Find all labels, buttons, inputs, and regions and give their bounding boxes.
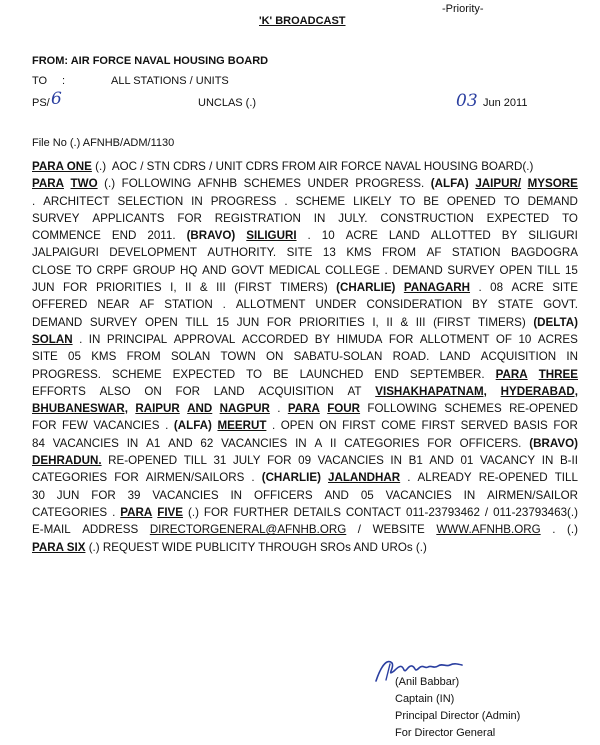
body-line xyxy=(32,487,578,504)
body-word: (CHARLIE) xyxy=(336,281,396,295)
body-word: 011-23793463(.) xyxy=(493,505,578,519)
body-word: LIKELY xyxy=(353,194,392,208)
date-day-handwritten: 03 xyxy=(456,91,478,111)
body-word: SEPTEMBER. xyxy=(409,367,485,381)
body-word: BHUBANESWAR, xyxy=(32,402,128,416)
body-word: TWO xyxy=(70,177,98,191)
body-word: 011-23793462 xyxy=(406,505,480,519)
body-word: UNDER xyxy=(307,177,349,191)
body-word: IN xyxy=(566,350,578,364)
body-word: TILL xyxy=(185,315,209,329)
body-line xyxy=(32,539,578,556)
body-word: . xyxy=(384,263,388,277)
body-word: DEHRADUN. xyxy=(32,454,102,468)
body-word: ACRE xyxy=(345,229,378,243)
body-word: COLLEGE xyxy=(325,263,380,277)
body-word: VACANCY xyxy=(479,454,536,468)
body-word: TO xyxy=(562,211,578,225)
body-word: . xyxy=(407,471,411,485)
body-word: STATION xyxy=(451,246,501,260)
body-line xyxy=(32,521,578,538)
body-word: B-II xyxy=(559,454,578,468)
body-word: STATION xyxy=(164,298,213,312)
body-segment: PARA SIX xyxy=(32,540,86,554)
body-word: BY xyxy=(501,229,518,243)
body-word: / xyxy=(357,523,362,537)
body-word: THREE xyxy=(538,367,578,381)
body-word: SERVED xyxy=(460,419,509,433)
body-word: IN xyxy=(463,488,476,502)
body-word: CONTACT xyxy=(345,505,402,519)
body-word: . xyxy=(271,419,276,433)
body-word: 31 xyxy=(213,454,227,468)
body-word: JUN xyxy=(56,488,80,502)
body-word: TO xyxy=(399,194,416,208)
body-word: PROGRESS xyxy=(210,194,277,208)
body-word: III xyxy=(415,315,426,329)
body-word: AF xyxy=(426,246,442,260)
body-word: PANAGARH xyxy=(403,281,471,295)
file-number: File No (.) AFNHB/ADM/1130 xyxy=(32,137,175,149)
message-body xyxy=(32,158,578,556)
body-word: RE-OPENED xyxy=(509,402,578,416)
body-word: APPLICANTS xyxy=(92,211,165,225)
body-word: IN xyxy=(295,436,307,450)
body-word: LAND xyxy=(439,350,471,364)
body-word: AF xyxy=(139,298,155,312)
body-word: JUN xyxy=(236,315,260,329)
to-colon: : xyxy=(62,75,66,87)
body-word: . xyxy=(251,471,255,485)
body-word: CATEGORIES xyxy=(32,505,108,519)
body-word: FEW xyxy=(62,419,88,433)
body-word: . xyxy=(552,523,556,537)
body-word: VACANCIES xyxy=(152,488,219,502)
body-word: ACQUISITION xyxy=(258,384,334,398)
body-word: (BRAVO) xyxy=(186,229,236,243)
body-word: OPENED xyxy=(446,194,496,208)
body-word: IN xyxy=(390,454,402,468)
body-word: END xyxy=(111,229,137,243)
body-word: B1 xyxy=(408,454,423,468)
body-word: JUN xyxy=(32,281,55,295)
body-word: (.) xyxy=(104,177,116,191)
body-word: I, xyxy=(372,315,379,329)
body-word: TILL xyxy=(537,263,561,277)
body-line xyxy=(32,244,578,261)
body-word: FOR xyxy=(32,419,57,433)
body-word: KMS xyxy=(91,350,117,364)
body-word: PARA xyxy=(120,505,153,519)
body-word: 10 xyxy=(518,332,532,346)
body-word: AND xyxy=(168,436,193,450)
body-word: AFNHB xyxy=(197,177,238,191)
body-word: LAUNCHED xyxy=(299,367,364,381)
body-line xyxy=(32,452,578,469)
body-line xyxy=(32,383,578,400)
body-word: 01 xyxy=(460,454,474,468)
body-word: SURVEY xyxy=(89,315,138,329)
body-word: CLOSE xyxy=(32,263,72,277)
body-word: 13 xyxy=(322,246,336,260)
body-word: DEMAND xyxy=(392,263,443,277)
body-word: BY xyxy=(314,332,331,346)
body-word: IN xyxy=(126,436,139,450)
body-word: PRIORITIES xyxy=(95,281,162,295)
body-word: FOR xyxy=(388,332,414,346)
body-line xyxy=(32,279,578,296)
body-word: FOR xyxy=(267,454,292,468)
body-word: GOVT. xyxy=(543,298,578,312)
body-word: JAIPUR/ xyxy=(475,177,522,191)
body-word: AIRMEN/SAILOR xyxy=(487,488,578,502)
classification: UNCLAS (.) xyxy=(198,97,257,109)
body-word: COME xyxy=(381,419,416,433)
body-word: FOUR xyxy=(327,402,361,416)
body-word: ALLOTMENT xyxy=(235,298,306,312)
broadcast-title: 'K' BROADCAST xyxy=(259,15,346,27)
body-word: SCHEME xyxy=(111,367,162,381)
body-word: BY xyxy=(472,298,488,312)
body-word: OPEN xyxy=(144,315,178,329)
body-word: FIRST xyxy=(342,419,376,433)
body-word: . xyxy=(284,194,288,208)
body-word: JALPAIGURI xyxy=(32,246,99,260)
signatory-rank: Captain (IN) xyxy=(395,693,455,705)
body-word: BAGDOGRA xyxy=(510,246,578,260)
body-line xyxy=(32,469,578,486)
ps-number-handwritten: 6 xyxy=(51,89,62,109)
body-word: TIMERS) xyxy=(280,281,328,295)
body-word: PARA xyxy=(287,402,320,416)
to-recipients: ALL STATIONS / UNITS xyxy=(111,75,229,87)
body-word: FOR xyxy=(63,281,88,295)
body-word: DEMAND xyxy=(527,194,578,208)
body-word: ALLOTTED xyxy=(430,229,491,243)
body-word: 09 xyxy=(298,454,312,468)
body-word: END xyxy=(374,367,399,381)
body-word: BASIS xyxy=(513,419,548,433)
body-word: GOVT xyxy=(231,263,265,277)
body-word: . xyxy=(478,281,482,295)
body-word: VACANCIES xyxy=(385,488,452,502)
body-word: 08 xyxy=(490,281,504,295)
body-word: (FIRST xyxy=(433,315,471,329)
body-word: STATE xyxy=(497,298,534,312)
body-word: OFFERED xyxy=(32,298,88,312)
body-word: JULY xyxy=(232,454,261,468)
body-word: . xyxy=(307,229,311,243)
body-word: FIRST xyxy=(421,419,456,433)
body-word: 39 xyxy=(127,488,141,502)
body-word: JULY. xyxy=(338,211,368,225)
body-word: ON xyxy=(319,419,337,433)
body-word: HYDERABAD, xyxy=(500,384,578,398)
body-word: 30 xyxy=(32,488,45,502)
body-word: TOWN xyxy=(220,350,256,364)
body-word: A1 xyxy=(146,436,161,450)
body-word: SILIGURI xyxy=(528,229,578,243)
body-word: VACANCIES xyxy=(221,436,288,450)
body-word: SCHEME xyxy=(295,194,346,208)
body-word: (FIRST xyxy=(234,281,272,295)
body-line xyxy=(32,348,578,365)
body-word: IN xyxy=(230,488,243,502)
body-word: VACANCIES xyxy=(93,419,160,433)
body-word: FOR xyxy=(175,384,200,398)
body-word: SITE xyxy=(32,350,58,364)
body-word: 2011. xyxy=(147,229,176,243)
body-word: ALLOTMENT xyxy=(419,332,490,346)
signatory-name: (Anil Babbar) xyxy=(395,676,460,688)
body-word: ROAD. xyxy=(392,350,430,364)
body-line xyxy=(32,400,578,417)
body-word: IN xyxy=(88,332,101,346)
body-line xyxy=(32,417,578,434)
body-word: AT xyxy=(347,384,362,398)
body-word: I, xyxy=(170,281,177,295)
body-word: SOLAN xyxy=(170,350,211,364)
body-word: FROM xyxy=(126,350,161,364)
body-word: OFFICERS. xyxy=(459,436,522,450)
body-word: . xyxy=(79,332,83,346)
body-word: AND xyxy=(429,454,454,468)
body-word: ALREADY xyxy=(417,471,472,485)
body-word: (.) xyxy=(566,523,578,537)
body-word: OFFICERS xyxy=(253,488,313,502)
body-line xyxy=(32,158,578,175)
body-word: TIMERS) xyxy=(478,315,526,329)
body-word: A xyxy=(314,436,323,450)
body-line xyxy=(32,193,578,210)
body-word: 62 xyxy=(200,436,214,450)
body-word: RE-OPENED xyxy=(108,454,178,468)
body-word: / xyxy=(484,505,489,519)
body-word: MEERUT xyxy=(217,419,267,433)
body-word: SCHEMES xyxy=(444,402,502,416)
body-word: PROGRESS. xyxy=(355,177,425,191)
body-word: FOR xyxy=(114,471,139,485)
body-word: SABATU-SOLAN xyxy=(293,350,383,364)
body-word: HIMUDA xyxy=(336,332,383,346)
body-word: TO xyxy=(503,194,520,208)
body-word: BE xyxy=(423,194,439,208)
body-word: & xyxy=(400,315,409,329)
body-word: . xyxy=(112,505,116,519)
body-word: (ALFA) xyxy=(430,177,469,191)
body-word: DIRECTORGENERAL@AFNHB.ORG xyxy=(149,523,347,537)
body-word: AUTHORITY. xyxy=(207,246,277,260)
body-word: (.) xyxy=(187,505,199,519)
body-word: OPEN xyxy=(280,419,314,433)
body-word: ON xyxy=(144,384,162,398)
body-word: AND xyxy=(187,402,213,416)
body-word: FIVE xyxy=(157,505,184,519)
body-word: 15 xyxy=(564,263,578,277)
body-word: FOR xyxy=(177,211,202,225)
body-word: PARA xyxy=(495,367,528,381)
body-word: APPROVAL xyxy=(173,332,236,346)
body-line xyxy=(32,210,578,227)
body-word: ACRE xyxy=(511,281,544,295)
body-word: FOR xyxy=(266,315,292,329)
body-word: CONSTRUCTION xyxy=(380,211,474,225)
body-word: BE xyxy=(273,367,289,381)
body-word: ALSO xyxy=(99,384,131,398)
body-word: 15 xyxy=(216,315,230,329)
body-word: IN xyxy=(541,454,554,468)
date-month-year: Jun 2011 xyxy=(483,97,528,109)
body-word: NEAR xyxy=(97,298,130,312)
body-word: OF xyxy=(495,332,512,346)
body-word: EFFORTS xyxy=(32,384,86,398)
body-line xyxy=(32,504,578,521)
signatory-for: For Director General xyxy=(395,727,496,739)
body-word: FOLLOWING xyxy=(367,402,437,416)
body-word: 10 xyxy=(321,229,335,243)
body-word: ACCORDED xyxy=(241,332,309,346)
body-word: GROUP xyxy=(132,263,176,277)
body-word: (CHARLIE) xyxy=(261,471,321,485)
body-word: RE-OPENED xyxy=(478,471,548,485)
signatory-title: Principal Director (Admin) xyxy=(395,710,521,722)
body-word: TO xyxy=(76,263,92,277)
body-word: FOLLOWING xyxy=(121,177,192,191)
body-word: AND xyxy=(202,263,227,277)
priority-label: -Priority- xyxy=(442,3,484,15)
body-word: FROM xyxy=(381,246,417,260)
body-word: DEVELOPMENT xyxy=(109,246,197,260)
ps-label: PS/ xyxy=(32,97,50,109)
body-word: LAND xyxy=(213,384,245,398)
body-word: 05 xyxy=(68,350,81,364)
body-word: JALANDHAR xyxy=(328,471,401,485)
body-word: CRPF xyxy=(96,263,129,277)
body-word: PARA xyxy=(32,177,64,191)
body-word: PRIORITIES xyxy=(298,315,365,329)
body-word: SCHEMES xyxy=(243,177,301,191)
body-line xyxy=(32,262,578,279)
body-word: TO xyxy=(246,367,263,381)
body-line xyxy=(32,314,578,331)
body-word: SOLAN xyxy=(32,332,73,346)
body-word: (DELTA) xyxy=(533,315,578,329)
body-word: ON xyxy=(265,350,284,364)
body-word: EXPECTED xyxy=(172,367,236,381)
body-word: PROGRESS. xyxy=(32,367,101,381)
body-word: WEBSITE xyxy=(372,523,425,537)
body-word: (ALFA) xyxy=(173,419,212,433)
body-word: & xyxy=(199,281,208,295)
body-word: ADDRESS xyxy=(82,523,139,537)
body-word: EXPECTED xyxy=(486,211,550,225)
body-segment: PARA ONE xyxy=(32,160,92,173)
body-word: E-MAIL xyxy=(32,523,71,537)
body-word: KMS xyxy=(346,246,372,260)
body-word: VACANCIES xyxy=(317,454,384,468)
body-word: FOR xyxy=(427,436,452,450)
body-line xyxy=(32,175,578,192)
body-segment: (.) AOC / STN CDRS / UNIT CDRS FROM AIR FORCE NAVAL HOUSING BOARD(.) xyxy=(91,160,534,173)
body-word: SURVEY xyxy=(32,211,80,225)
body-word: . xyxy=(32,194,36,208)
body-word: OPEN xyxy=(499,263,533,277)
body-segment: (.) REQUEST WIDE PUBLICITY THROUGH SROs AND UROs (.) xyxy=(85,540,427,554)
body-word: II xyxy=(330,436,337,450)
body-word: REGISTRATION xyxy=(214,211,301,225)
body-line xyxy=(32,331,578,348)
body-word: VISHAKHAPATNAM, xyxy=(375,384,487,398)
body-word: AND xyxy=(324,488,349,502)
body-word: CATEGORIES xyxy=(344,436,420,450)
body-word: UNDER xyxy=(315,298,357,312)
body-word: II xyxy=(185,281,192,295)
body-word: ACQUISITION xyxy=(480,350,557,364)
body-word: DETAILS xyxy=(293,505,341,519)
body-word: FOR xyxy=(553,419,578,433)
body-line xyxy=(32,227,578,244)
body-word: DEMAND xyxy=(32,315,83,329)
from-line: FROM: AIR FORCE NAVAL HOUSING BOARD xyxy=(32,55,269,67)
body-line xyxy=(32,366,578,383)
body-word: VACANCIES xyxy=(52,436,119,450)
body-word: FOR xyxy=(91,488,116,502)
body-word: MEDICAL xyxy=(268,263,321,277)
body-word: SITE xyxy=(286,246,313,260)
body-word: CATEGORIES xyxy=(32,471,108,485)
body-word: ACRES xyxy=(537,332,578,346)
body-word: SELECTION xyxy=(117,194,184,208)
body-word: III xyxy=(216,281,226,295)
body-word: WWW.AFNHB.ORG xyxy=(436,523,541,537)
body-word: AIRMEN/SAILORS xyxy=(145,471,245,485)
body-word: ARCHITECT xyxy=(43,194,110,208)
body-word: . xyxy=(222,298,226,312)
body-word: II xyxy=(386,315,393,329)
body-word: FURTHER xyxy=(233,505,289,519)
body-word: SITE xyxy=(552,281,578,295)
body-word: TILL xyxy=(554,471,578,485)
body-word: PRINCIPAL xyxy=(106,332,168,346)
body-word: NAGPUR xyxy=(219,402,270,416)
body-word: RAIPUR xyxy=(135,402,180,416)
body-word: TILL xyxy=(183,454,207,468)
body-line xyxy=(32,296,578,313)
body-word: . xyxy=(165,419,169,433)
body-word: COMMENCE xyxy=(32,229,101,243)
body-word: (BRAVO) xyxy=(529,436,578,450)
body-word: FOR xyxy=(203,505,229,519)
body-line xyxy=(32,435,578,452)
body-word: CONSIDERATION xyxy=(366,298,463,312)
body-word: SURVEY xyxy=(447,263,495,277)
body-word: IN xyxy=(191,194,203,208)
body-word: HQ xyxy=(180,263,198,277)
body-word: IN xyxy=(313,211,326,225)
body-word: SILIGURI xyxy=(246,229,297,243)
body-word: . xyxy=(277,402,281,416)
body-word: LAND xyxy=(388,229,420,243)
to-label: TO xyxy=(32,75,48,87)
body-word: MYSORE xyxy=(527,177,578,191)
body-word: 05 xyxy=(360,488,374,502)
body-word: 84 xyxy=(32,436,45,450)
